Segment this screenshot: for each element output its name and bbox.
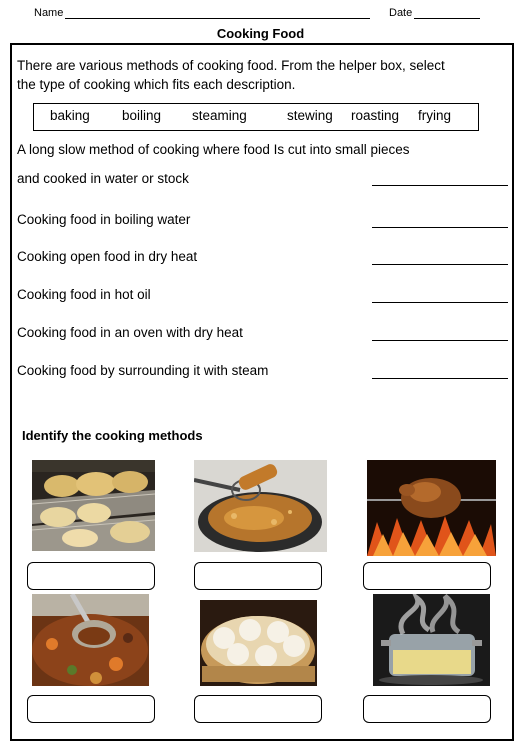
question-5: Cooking food in an oven with dry heat [17, 325, 243, 340]
helper-word-steaming: steaming [192, 108, 247, 123]
answer-box-1[interactable] [27, 562, 155, 590]
steaming-pot-image [373, 594, 490, 686]
answer-line-1[interactable] [372, 185, 508, 186]
answer-line-6[interactable] [372, 378, 508, 379]
question-1-line-1: A long slow method of cooking where food Is cut into small pieces [17, 142, 410, 157]
stew-ladle-image [32, 594, 149, 686]
instructions-line-1: There are various methods of cooking food. From the helper box, select [17, 58, 445, 73]
answer-box-4[interactable] [27, 695, 155, 723]
answer-box-6[interactable] [363, 695, 491, 723]
answer-line-3[interactable] [372, 264, 508, 265]
identify-heading: Identify the cooking methods [22, 428, 203, 443]
name-input-line[interactable] [65, 18, 370, 19]
baked-pastries-tray-image [32, 460, 155, 551]
answer-line-5[interactable] [372, 340, 508, 341]
question-1-line-2: and cooked in water or stock [17, 171, 189, 186]
question-6: Cooking food by surrounding it with steam [17, 363, 269, 378]
page-title: Cooking Food [216, 26, 305, 41]
helper-box [33, 103, 479, 131]
deep-frying-basket-image [194, 460, 327, 552]
question-4: Cooking food in hot oil [17, 287, 151, 302]
helper-word-stewing: stewing [287, 108, 333, 123]
roast-chicken-spit-image [367, 460, 496, 556]
helper-word-baking: baking [50, 108, 90, 123]
instructions-line-2: the type of cooking which fits each description. [17, 77, 296, 92]
steamed-buns-basket-image [200, 600, 317, 686]
name-label: Name [34, 7, 64, 19]
answer-box-2[interactable] [194, 562, 322, 590]
date-input-line[interactable] [414, 18, 480, 19]
answer-line-4[interactable] [372, 302, 508, 303]
date-label: Date [389, 7, 413, 19]
helper-word-frying: frying [418, 108, 452, 123]
answer-line-2[interactable] [372, 227, 508, 228]
question-3: Cooking open food in dry heat [17, 249, 198, 264]
answer-box-3[interactable] [363, 562, 491, 590]
helper-word-roasting: roasting [351, 108, 400, 123]
helper-word-boiling: boiling [122, 108, 162, 123]
answer-box-5[interactable] [194, 695, 322, 723]
question-2: Cooking food in boiling water [17, 212, 191, 227]
